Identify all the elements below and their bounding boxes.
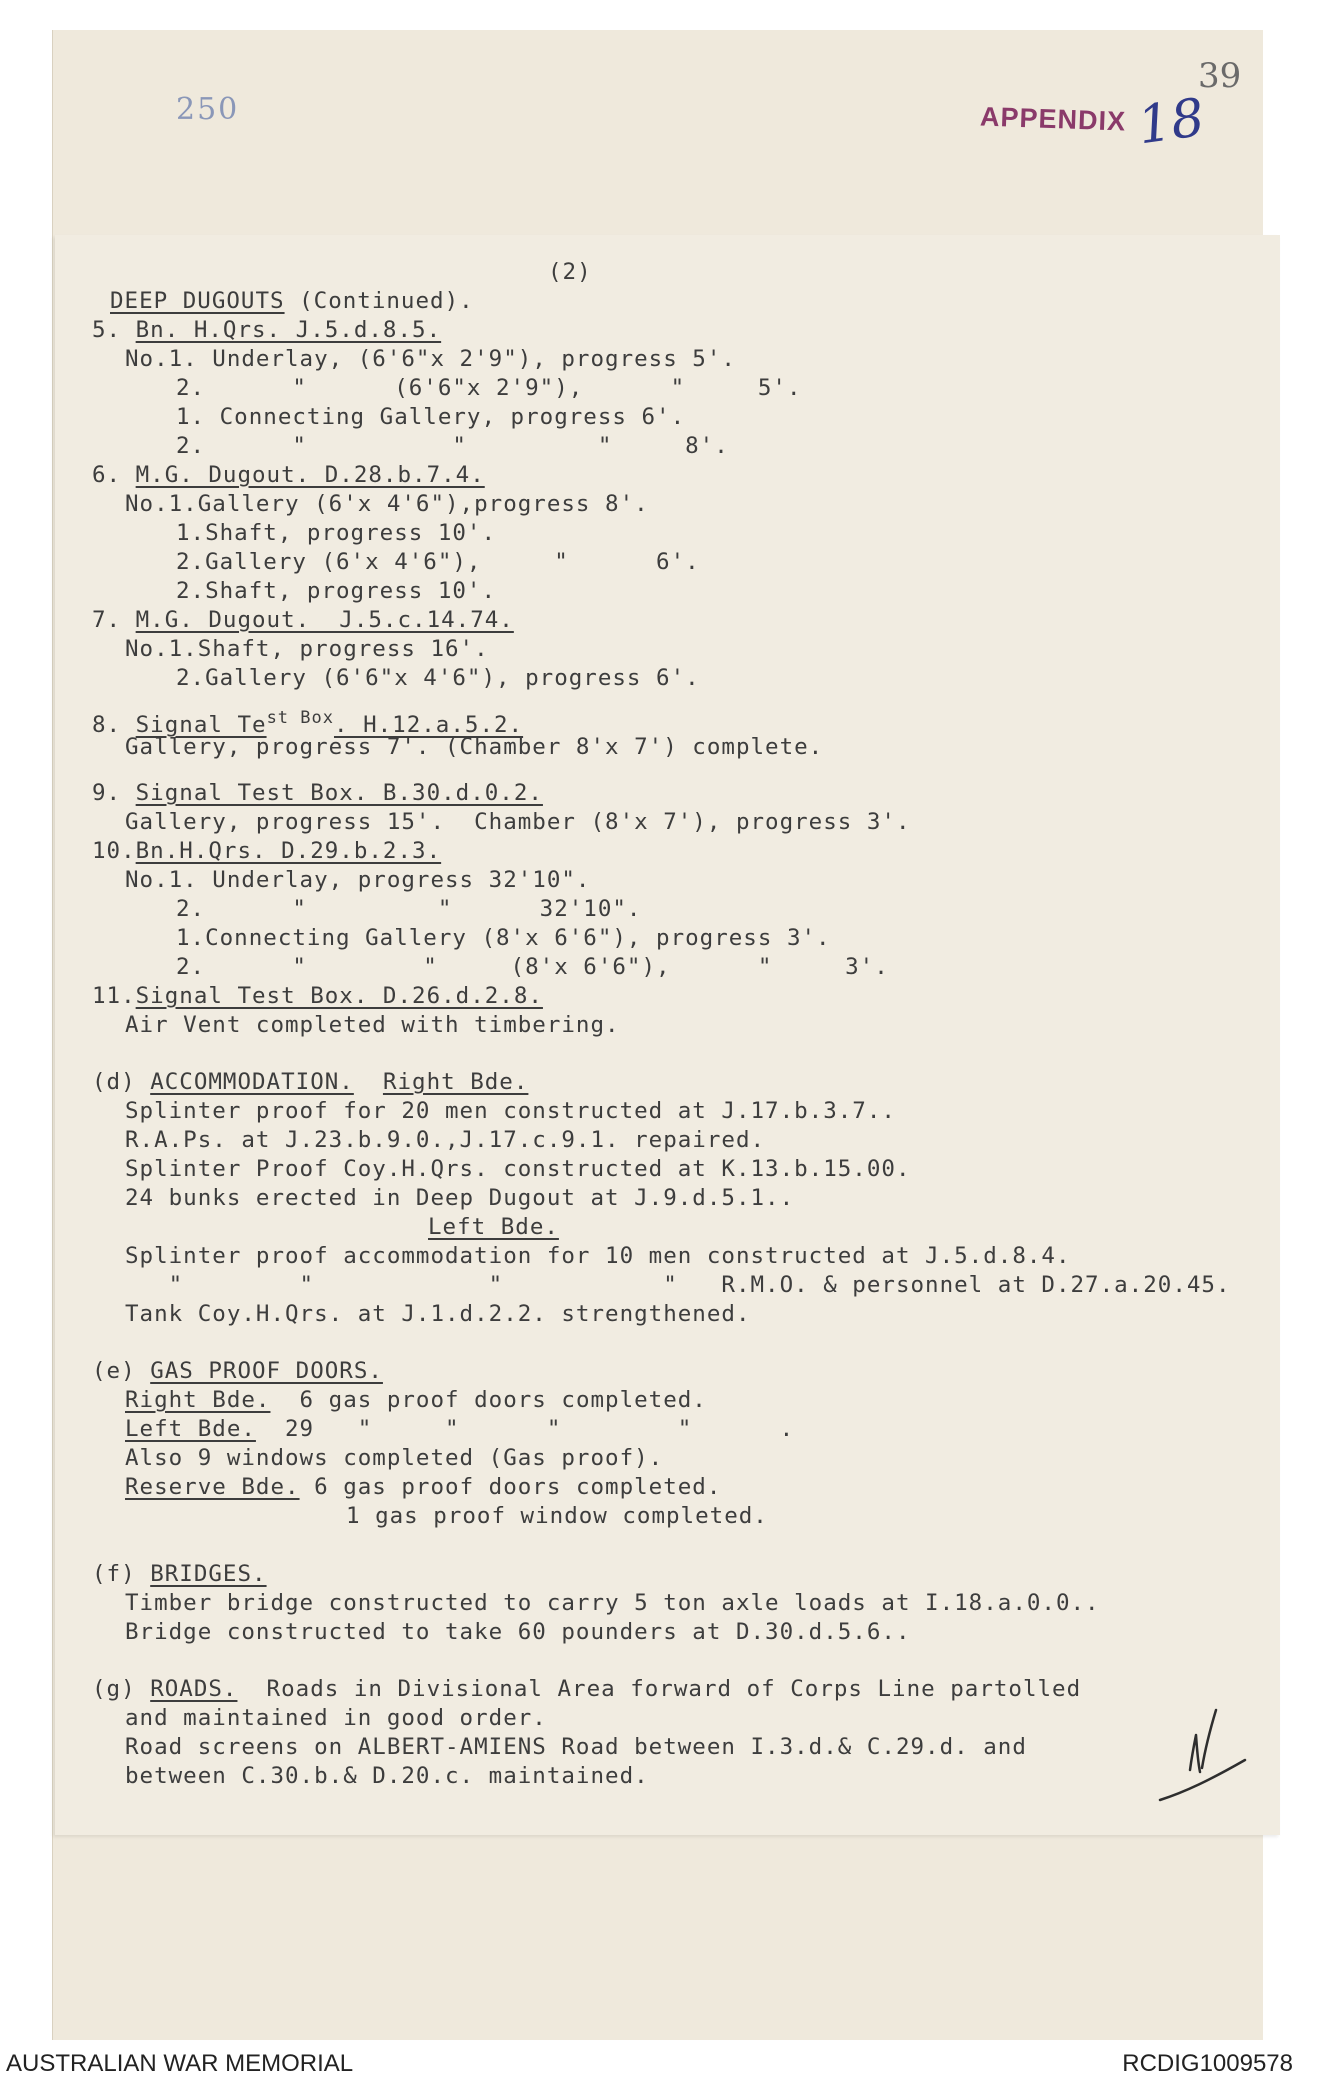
text-line: Road screens on ALBERT-AMIENS Road between I.3.d.& C.29.d. and — [125, 1734, 1027, 1760]
text-line: No.1.Gallery (6'x 4'6"),progress 8'. — [125, 491, 649, 517]
item-heading: 6. M.G. Dugout. D.28.b.7.4. — [92, 462, 485, 488]
text-line: 2. " (6'6"x 2'9"), " 5'. — [176, 375, 802, 401]
footer-record-id: RCDIG1009578 — [1122, 2050, 1293, 2077]
text-line: 1.Shaft, progress 10'. — [176, 520, 497, 546]
text-line: Right Bde. 6 gas proof doors completed. — [125, 1387, 707, 1413]
text-line: 2. " " " 8'. — [176, 433, 729, 459]
appendix-stamp: APPENDIX — [979, 101, 1127, 137]
footer-source: AUSTRALIAN WAR MEMORIAL — [6, 2050, 354, 2077]
appendix-number-handwritten: 18 — [1134, 87, 1209, 157]
text-line: 1.Connecting Gallery (8'x 6'6"), progress 3'. — [176, 925, 831, 951]
text-line: Tank Coy.H.Qrs. at J.1.d.2.2. strengthened. — [125, 1301, 751, 1327]
handwritten-initials — [1150, 1700, 1250, 1810]
text-line: 1 gas proof window completed. — [346, 1503, 768, 1529]
section-heading-accommodation: (d) ACCOMMODATION. Right Bde. — [92, 1069, 529, 1095]
item-heading: 11.Signal Test Box. D.26.d.2.8. — [92, 983, 543, 1009]
text-line: Left Bde. 29 " " " " . — [125, 1416, 795, 1442]
text-line: Gallery, progress 15'. Chamber (8'x 7'), progress 3'. — [125, 809, 911, 835]
section-heading-gas-proof-doors: (e) GAS PROOF DOORS. — [92, 1358, 383, 1384]
text-line: between C.30.b.& D.20.c. maintained. — [125, 1763, 649, 1789]
text-line: Bridge constructed to take 60 pounders at D.30.d.5.6.. — [125, 1619, 911, 1645]
text-line: and maintained in good order. — [125, 1705, 547, 1731]
item-heading: 9. Signal Test Box. B.30.d.0.2. — [92, 780, 543, 806]
text-line: No.1. Underlay, (6'6"x 2'9"), progress 5'. — [125, 346, 736, 372]
text-line: 2. " " (8'x 6'6"), " 3'. — [176, 954, 889, 980]
text-line: 1. Connecting Gallery, progress 6'. — [176, 404, 686, 430]
text-line: Reserve Bde. 6 gas proof doors completed. — [125, 1474, 722, 1500]
section-heading-deep-dugouts: DEEP DUGOUTS (Continued). — [110, 288, 474, 314]
heading-text: DEEP DUGOUTS — [110, 288, 285, 314]
text-line: No.1.Shaft, progress 16'. — [125, 636, 489, 662]
text-line: 24 bunks erected in Deep Dugout at J.9.d.5.1.. — [125, 1185, 795, 1211]
section-heading-bridges: (f) BRIDGES. — [92, 1561, 267, 1587]
item-heading: 5. Bn. H.Qrs. J.5.d.8.5. — [92, 317, 442, 343]
text-line: Gallery, progress 7'. (Chamber 8'x 7') complete. — [125, 734, 824, 760]
text-line: Splinter proof accommodation for 10 men constructed at J.5.d.8.4. — [125, 1243, 1071, 1269]
text-line: " " " " R.M.O. & personnel at D.27.a.20.45. — [125, 1272, 1231, 1298]
text-line: No.1. Underlay, progress 32'10". — [125, 867, 591, 893]
subheading-left-bde: Left Bde. — [428, 1214, 559, 1240]
text-line: Timber bridge constructed to carry 5 ton axle loads at I.18.a.0.0.. — [125, 1590, 1100, 1616]
text-line: 2.Shaft, progress 10'. — [176, 578, 497, 604]
text-line: R.A.Ps. at J.23.b.9.0.,J.17.c.9.1. repaired. — [125, 1127, 766, 1153]
pencil-page-number: 39 — [1198, 56, 1242, 96]
text-line: Splinter Proof Coy.H.Qrs. constructed at K.13.b.15.00. — [125, 1156, 911, 1182]
text-line: 2.Gallery (6'6"x 4'6"), progress 6'. — [176, 665, 700, 691]
text-line: 2. " " 32'10". — [176, 896, 642, 922]
item-heading: 10.Bn.H.Qrs. D.29.b.2.3. — [92, 838, 442, 864]
page-marker: (2) — [548, 259, 592, 285]
text-line: Splinter proof for 20 men constructed at J.17.b.3.7.. — [125, 1098, 896, 1124]
folio-number: 250 — [176, 92, 240, 127]
section-heading-roads: (g) ROADS. Roads in Divisional Area forward of Corps Line partolled — [92, 1676, 1082, 1702]
item-heading: 7. M.G. Dugout. J.5.c.14.74. — [92, 607, 514, 633]
text-line: Air Vent completed with timbering. — [125, 1012, 620, 1038]
item-heading: 8. Signal $Te^{st Box}$. H.12.a.5.2. — [92, 708, 524, 738]
text-line: 2.Gallery (6'x 4'6"), " 6'. — [176, 549, 700, 575]
text-line: Also 9 windows completed (Gas proof). — [125, 1445, 664, 1471]
